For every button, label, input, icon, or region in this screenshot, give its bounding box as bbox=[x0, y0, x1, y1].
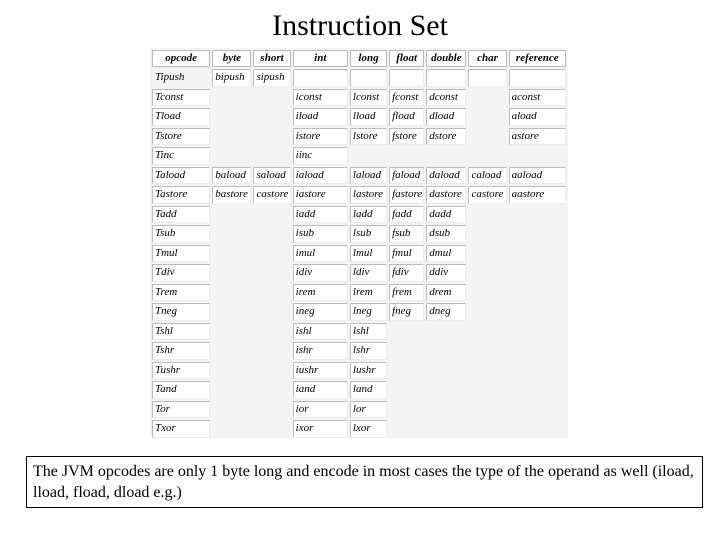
opcode-cell: laload bbox=[350, 167, 387, 185]
opcode-cell: ishr bbox=[293, 342, 348, 360]
opcode-cell bbox=[212, 284, 251, 302]
opcode-cell: ishl bbox=[293, 323, 348, 341]
table-row bbox=[152, 206, 566, 224]
opcode-cell bbox=[253, 245, 290, 263]
opcode-cell bbox=[468, 342, 506, 360]
opcode-cell: idiv bbox=[293, 264, 348, 282]
opcode-cell bbox=[426, 381, 466, 399]
opcode-cell bbox=[509, 342, 566, 360]
opcode-cell bbox=[509, 245, 566, 263]
table-row bbox=[152, 342, 566, 360]
opcode-family-cell: Tor bbox=[152, 401, 210, 419]
opcode-cell bbox=[212, 245, 251, 263]
opcode-cell: lastore bbox=[350, 186, 387, 204]
opcode-cell: irem bbox=[293, 284, 348, 302]
opcode-cell bbox=[509, 225, 566, 243]
opcode-cell: ior bbox=[293, 401, 348, 419]
opcode-cell: isub bbox=[293, 225, 348, 243]
table-row bbox=[152, 245, 566, 263]
opcode-cell bbox=[212, 323, 251, 341]
opcode-cell: fneg bbox=[389, 303, 424, 321]
table-row bbox=[152, 401, 566, 419]
opcode-cell: lload bbox=[350, 108, 387, 126]
opcode-cell: aastore bbox=[509, 186, 566, 204]
opcode-family-cell: Taload bbox=[152, 167, 210, 185]
opcode-cell: lor bbox=[350, 401, 387, 419]
opcode-cell bbox=[468, 264, 506, 282]
opcode-cell bbox=[253, 381, 290, 399]
table-row bbox=[152, 303, 566, 321]
opcode-cell: fload bbox=[389, 108, 424, 126]
header-long: long bbox=[350, 50, 387, 67]
opcode-family-cell: Tadd bbox=[152, 206, 210, 224]
opcode-cell bbox=[212, 225, 251, 243]
table-row bbox=[152, 69, 566, 87]
opcode-cell bbox=[389, 69, 424, 87]
opcode-cell bbox=[253, 342, 290, 360]
opcode-cell bbox=[253, 147, 290, 165]
opcode-cell: lneg bbox=[350, 303, 387, 321]
table-row bbox=[152, 108, 566, 126]
opcode-cell: dstore bbox=[426, 128, 466, 146]
opcode-cell: iconst bbox=[293, 89, 348, 107]
opcode-cell: ddiv bbox=[426, 264, 466, 282]
table-row bbox=[152, 186, 566, 204]
opcode-cell bbox=[509, 362, 566, 380]
opcode-cell bbox=[389, 362, 424, 380]
opcode-cell bbox=[426, 420, 466, 438]
opcode-cell bbox=[212, 206, 251, 224]
opcode-cell: baload bbox=[212, 167, 251, 185]
opcode-cell bbox=[509, 381, 566, 399]
opcode-cell bbox=[426, 69, 466, 87]
opcode-cell bbox=[509, 401, 566, 419]
opcode-family-cell: Tsub bbox=[152, 225, 210, 243]
opcode-family-cell: Tshr bbox=[152, 342, 210, 360]
opcode-family-cell: Tshl bbox=[152, 323, 210, 341]
opcode-cell: drem bbox=[426, 284, 466, 302]
opcode-cell bbox=[253, 128, 290, 146]
opcode-cell bbox=[212, 264, 251, 282]
opcode-cell bbox=[509, 284, 566, 302]
opcode-cell: dload bbox=[426, 108, 466, 126]
table-row bbox=[152, 323, 566, 341]
opcode-cell: iushr bbox=[293, 362, 348, 380]
opcode-cell: iload bbox=[293, 108, 348, 126]
opcode-table-container bbox=[150, 48, 568, 438]
opcode-cell: bastore bbox=[212, 186, 251, 204]
opcode-cell bbox=[389, 420, 424, 438]
table-row bbox=[152, 128, 566, 146]
opcode-cell bbox=[509, 69, 566, 87]
table-row bbox=[152, 381, 566, 399]
opcode-cell: aconst bbox=[509, 89, 566, 107]
opcode-cell bbox=[253, 362, 290, 380]
opcode-cell: fstore bbox=[389, 128, 424, 146]
opcode-cell bbox=[468, 225, 506, 243]
opcode-cell bbox=[253, 284, 290, 302]
opcode-cell bbox=[468, 206, 506, 224]
opcode-cell bbox=[350, 147, 387, 165]
opcode-cell bbox=[389, 323, 424, 341]
opcode-cell bbox=[212, 147, 251, 165]
opcode-cell bbox=[389, 381, 424, 399]
opcode-cell bbox=[212, 381, 251, 399]
opcode-cell bbox=[389, 342, 424, 360]
opcode-cell bbox=[426, 401, 466, 419]
opcode-cell: dastore bbox=[426, 186, 466, 204]
opcode-cell bbox=[426, 323, 466, 341]
header-char: char bbox=[468, 50, 506, 67]
opcode-cell: iinc bbox=[293, 147, 348, 165]
opcode-cell: dadd bbox=[426, 206, 466, 224]
opcode-cell: lxor bbox=[350, 420, 387, 438]
opcode-cell: ldiv bbox=[350, 264, 387, 282]
slide-title: Instruction Set bbox=[272, 9, 448, 42]
opcode-cell: faload bbox=[389, 167, 424, 185]
opcode-cell: saload bbox=[253, 167, 290, 185]
opcode-cell: iand bbox=[293, 381, 348, 399]
opcode-family-cell: Tneg bbox=[152, 303, 210, 321]
opcode-cell bbox=[468, 362, 506, 380]
opcode-family-cell: Tushr bbox=[152, 362, 210, 380]
opcode-cell bbox=[468, 245, 506, 263]
table-row bbox=[152, 89, 566, 107]
opcode-cell: fmul bbox=[389, 245, 424, 263]
opcode-cell bbox=[509, 303, 566, 321]
opcode-cell bbox=[212, 362, 251, 380]
table-row bbox=[152, 147, 566, 165]
opcode-cell bbox=[468, 323, 506, 341]
opcode-cell: castore bbox=[253, 186, 290, 204]
opcode-cell bbox=[426, 147, 466, 165]
opcode-cell bbox=[509, 323, 566, 341]
opcode-cell bbox=[426, 362, 466, 380]
opcode-cell: lshl bbox=[350, 323, 387, 341]
table-row bbox=[152, 284, 566, 302]
opcode-cell bbox=[212, 342, 251, 360]
opcode-cell bbox=[468, 69, 506, 87]
table-row bbox=[152, 362, 566, 380]
opcode-cell bbox=[509, 206, 566, 224]
opcode-cell bbox=[212, 108, 251, 126]
header-reference: reference bbox=[509, 50, 566, 67]
opcode-cell bbox=[389, 401, 424, 419]
opcode-cell: fdiv bbox=[389, 264, 424, 282]
opcode-cell: bipush bbox=[212, 69, 251, 87]
opcode-cell: lmul bbox=[350, 245, 387, 263]
opcode-cell bbox=[468, 128, 506, 146]
opcode-cell: lsub bbox=[350, 225, 387, 243]
table-row bbox=[152, 264, 566, 282]
opcode-cell: dsub bbox=[426, 225, 466, 243]
opcode-cell bbox=[509, 264, 566, 282]
opcode-cell: ladd bbox=[350, 206, 387, 224]
opcode-cell: aload bbox=[509, 108, 566, 126]
header-float: float bbox=[389, 50, 424, 67]
opcode-cell bbox=[468, 381, 506, 399]
opcode-cell bbox=[468, 108, 506, 126]
table-row bbox=[152, 420, 566, 438]
opcode-cell bbox=[468, 147, 506, 165]
opcode-family-cell: Tdiv bbox=[152, 264, 210, 282]
opcode-cell bbox=[253, 206, 290, 224]
opcode-family-cell: Trem bbox=[152, 284, 210, 302]
opcode-cell bbox=[509, 420, 566, 438]
opcode-cell: caload bbox=[468, 167, 506, 185]
opcode-cell: dconst bbox=[426, 89, 466, 107]
opcode-cell: lrem bbox=[350, 284, 387, 302]
opcode-cell bbox=[253, 303, 290, 321]
opcode-cell: ixor bbox=[293, 420, 348, 438]
opcode-cell: lstore bbox=[350, 128, 387, 146]
opcode-cell: iaload bbox=[293, 167, 348, 185]
opcode-cell bbox=[509, 147, 566, 165]
opcode-cell: dneg bbox=[426, 303, 466, 321]
table-header-row bbox=[152, 50, 566, 67]
opcode-cell: daload bbox=[426, 167, 466, 185]
opcode-family-cell: Tipush bbox=[152, 69, 210, 87]
opcode-cell bbox=[468, 420, 506, 438]
opcode-cell: frem bbox=[389, 284, 424, 302]
opcode-family-cell: Tand bbox=[152, 381, 210, 399]
opcode-cell: iadd bbox=[293, 206, 348, 224]
header-byte: byte bbox=[212, 50, 251, 67]
opcode-cell: fadd bbox=[389, 206, 424, 224]
opcode-cell: lconst bbox=[350, 89, 387, 107]
header-short: short bbox=[253, 50, 290, 67]
opcode-cell: istore bbox=[293, 128, 348, 146]
opcode-cell bbox=[253, 401, 290, 419]
header-int: int bbox=[293, 50, 348, 67]
opcode-cell: lshr bbox=[350, 342, 387, 360]
opcode-cell: sipush bbox=[253, 69, 290, 87]
opcode-cell bbox=[468, 284, 506, 302]
header-double: double bbox=[426, 50, 466, 67]
opcode-cell bbox=[212, 420, 251, 438]
opcode-cell bbox=[253, 420, 290, 438]
opcode-table-body bbox=[152, 69, 566, 438]
opcode-cell bbox=[350, 69, 387, 87]
opcode-cell: fsub bbox=[389, 225, 424, 243]
opcode-cell bbox=[426, 342, 466, 360]
header-opcode: opcode bbox=[152, 50, 210, 67]
table-row bbox=[152, 167, 566, 185]
opcode-cell bbox=[253, 225, 290, 243]
opcode-cell bbox=[212, 128, 251, 146]
opcode-cell: ineg bbox=[293, 303, 348, 321]
opcode-family-cell: Tconst bbox=[152, 89, 210, 107]
opcode-cell bbox=[253, 89, 290, 107]
opcode-cell: astore bbox=[509, 128, 566, 146]
opcode-cell bbox=[212, 89, 251, 107]
opcode-cell bbox=[212, 401, 251, 419]
opcode-family-cell: Tload bbox=[152, 108, 210, 126]
opcode-cell: iastore bbox=[293, 186, 348, 204]
opcode-cell: fastore bbox=[389, 186, 424, 204]
table-row bbox=[152, 225, 566, 243]
opcode-cell bbox=[468, 89, 506, 107]
opcode-cell: imul bbox=[293, 245, 348, 263]
opcode-cell bbox=[468, 303, 506, 321]
opcode-family-cell: Tinc bbox=[152, 147, 210, 165]
opcode-cell: lushr bbox=[350, 362, 387, 380]
opcode-cell bbox=[253, 264, 290, 282]
caption-box: The JVM opcodes are only 1 byte long and encode in most cases the type of the operand as well (iload, lload, fload, dload e.g.) bbox=[26, 456, 703, 508]
opcode-cell bbox=[253, 323, 290, 341]
opcode-cell: aaload bbox=[509, 167, 566, 185]
opcode-cell bbox=[293, 69, 348, 87]
opcode-cell: land bbox=[350, 381, 387, 399]
opcode-cell: dmul bbox=[426, 245, 466, 263]
opcode-cell: castore bbox=[468, 186, 506, 204]
opcode-family-cell: Txor bbox=[152, 420, 210, 438]
opcode-cell bbox=[253, 108, 290, 126]
opcode-cell: fconst bbox=[389, 89, 424, 107]
opcode-cell bbox=[468, 401, 506, 419]
opcode-cell bbox=[389, 147, 424, 165]
opcode-family-cell: Tstore bbox=[152, 128, 210, 146]
opcode-cell bbox=[212, 303, 251, 321]
opcode-table bbox=[150, 48, 568, 438]
opcode-family-cell: Tastore bbox=[152, 186, 210, 204]
opcode-family-cell: Tmul bbox=[152, 245, 210, 263]
